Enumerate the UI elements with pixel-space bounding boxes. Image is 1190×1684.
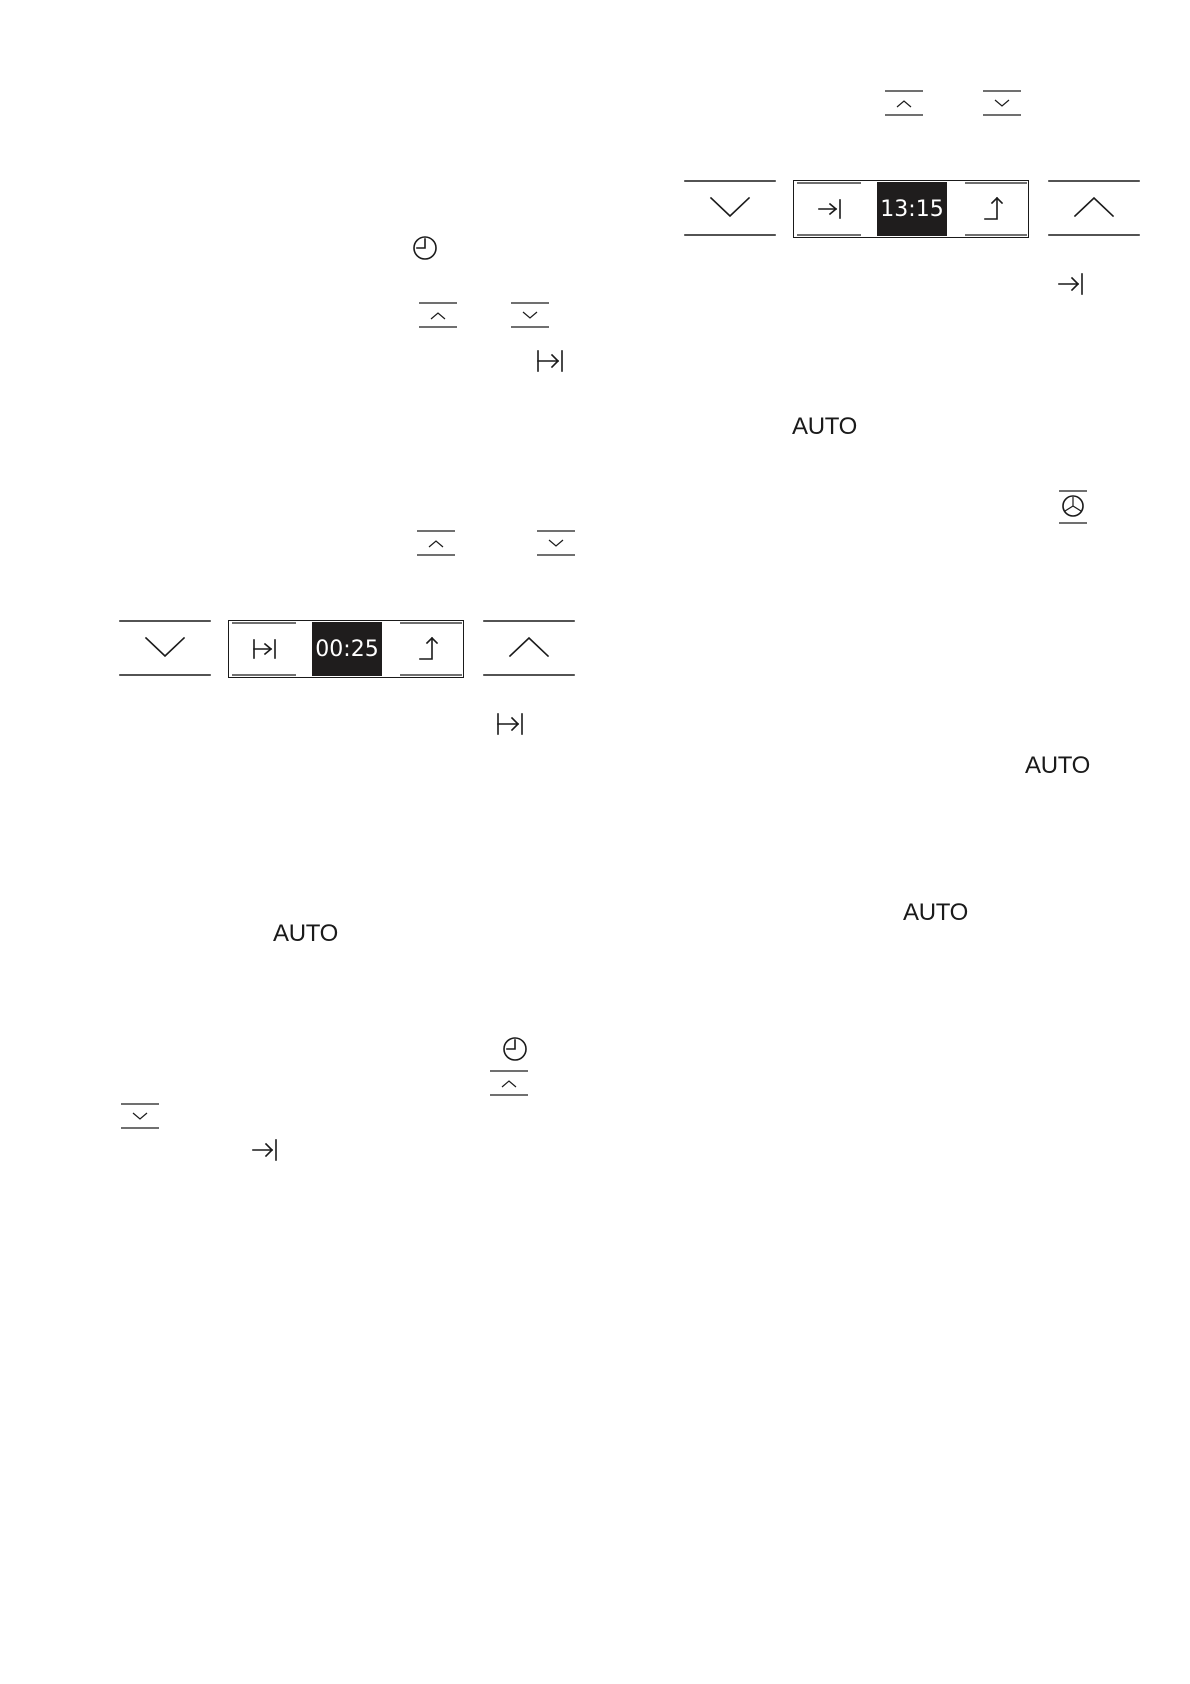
duration-icon — [536, 349, 564, 373]
duration-icon — [254, 640, 275, 658]
up-button[interactable] — [1049, 180, 1139, 236]
clock-icon — [413, 236, 437, 260]
up-key-icon — [419, 302, 457, 328]
time-display — [877, 182, 947, 236]
control-panel-right — [685, 180, 1139, 238]
clock-icon — [503, 1037, 527, 1061]
duration-segment[interactable] — [232, 622, 296, 676]
up-button[interactable] — [484, 620, 574, 676]
down-key-icon — [121, 1103, 159, 1129]
down-key-icon — [537, 530, 575, 556]
start-time-icon — [819, 200, 840, 218]
down-key-icon — [983, 90, 1021, 116]
end-time-icon — [985, 198, 1002, 219]
down-button[interactable] — [120, 620, 210, 676]
end-time-icon — [420, 638, 437, 659]
start-time-segment[interactable] — [797, 182, 861, 236]
duration-icon — [496, 712, 524, 736]
end-time-segment[interactable] — [965, 182, 1027, 236]
up-key-icon — [417, 530, 455, 556]
auto-label: AUTO — [273, 920, 339, 947]
auto-label: AUTO — [1025, 752, 1091, 779]
start-time-icon — [1058, 272, 1084, 296]
time-display — [312, 622, 382, 676]
start-time-icon — [252, 1138, 278, 1162]
auto-label: AUTO — [903, 899, 969, 926]
time-value: 13:15 — [880, 196, 944, 222]
control-panel-left — [120, 620, 574, 678]
program-timer-icon — [1059, 490, 1087, 524]
down-key-icon — [511, 302, 549, 328]
auto-label: AUTO — [792, 413, 858, 440]
end-time-segment[interactable] — [400, 622, 462, 676]
up-key-icon — [885, 90, 923, 116]
down-button[interactable] — [685, 180, 775, 236]
up-key-icon — [490, 1070, 528, 1096]
time-value: 00:25 — [315, 636, 379, 662]
